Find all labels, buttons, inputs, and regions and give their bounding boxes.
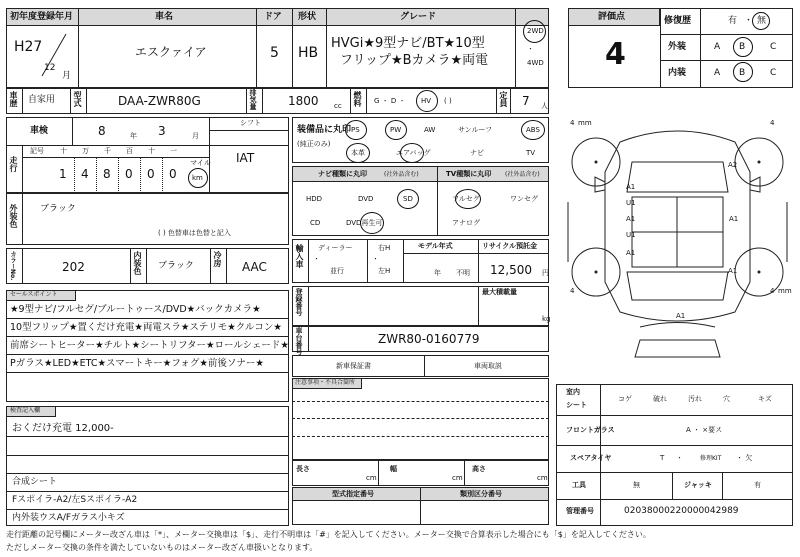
capacity-value: 7 <box>522 94 530 108</box>
seat-item-3: 穴 <box>723 395 730 403</box>
inspection-year: 8 <box>98 124 106 138</box>
equip-airbag: エアバッグ <box>396 149 431 157</box>
footer-line-1: 走行距離の記号欄にメーター改ざん車は「*」、メーター交換車は「$」、走行不明車は「#」を記入してください。メーター交換で合算表示した場合にも「$」を記入してください。 <box>6 530 651 539</box>
equipment-note: (純正のみ) <box>297 140 331 148</box>
mark-a1-4: A1 <box>626 249 636 257</box>
equip-aw: AW <box>424 126 436 134</box>
exterior-c: C <box>770 42 777 52</box>
mark-a1-6: A1 <box>676 312 686 320</box>
import-parallel: 並行 <box>330 267 344 275</box>
footer-line-2: ただしメーター交換の条件を満たしていないものはメーター改ざん車扱いとなります。 <box>6 543 318 552</box>
tire-rl: 4 <box>570 287 575 295</box>
jack-value: 有 <box>754 481 761 489</box>
tv-oneseg: ワンセグ <box>510 195 538 203</box>
notes-label: 注意事項・不具合箇所 <box>295 379 356 386</box>
displacement-label: 排気量 <box>249 89 257 110</box>
sales-line-4: Pガラス★LED★ETC★スマートキー★フォグ★前後ソナー★ <box>10 358 264 369</box>
equip-abs: ABS <box>526 126 540 134</box>
mileage-unit-1: 万 <box>82 147 89 155</box>
spare-dot: ・ <box>676 454 683 462</box>
navi-dvd: DVD <box>358 195 374 203</box>
windshield-value: A ・ ×要ス <box>686 426 723 434</box>
warranty-frame <box>292 355 549 377</box>
tools-value: 無 <box>633 481 640 489</box>
equip-sunroof: サンルーフ <box>458 126 493 134</box>
equip-navi: ナビ <box>470 149 484 157</box>
interior-c: C <box>770 68 777 78</box>
model-year-label: モデル年式 <box>418 242 453 250</box>
mileage-digit-2: 8 <box>103 167 111 181</box>
interior-color-value: ブラック <box>158 261 194 271</box>
usage-label: 車歴 <box>9 91 18 107</box>
drive-2wd: 2WD <box>527 27 544 35</box>
windshield-label: フロントガラス <box>566 426 615 434</box>
mark-a1-3: A1 <box>729 215 739 223</box>
navi-sd: SD <box>403 195 413 203</box>
mileage-label: 走行 <box>9 156 18 172</box>
interior-label: 内装 <box>668 68 687 78</box>
dims-frame <box>292 460 549 486</box>
score-label: 評価点 <box>598 12 626 22</box>
shape-label: 形状 <box>298 12 317 22</box>
seat-item-1: 破れ <box>653 395 667 403</box>
door-label: ドア <box>264 12 282 22</box>
mileage-digit-1: 4 <box>81 167 89 181</box>
exterior-label: 外装 <box>668 42 687 52</box>
exterior-color-frame <box>6 193 289 245</box>
sales-line-2: 10型フリップ★置くだけ充電★両電スラ★ステリモ★クルコン★ <box>10 322 282 333</box>
interior-color-label: 内装色 <box>133 251 142 275</box>
sales-line-1: ★9型ナビ/フルセグ/ブルートゥース/DVD★バックカメラ★ <box>10 304 261 315</box>
tv-analog: アナログ <box>452 219 480 227</box>
car-name: エスクァイア <box>135 45 207 59</box>
mark-u1-1: U1 <box>626 199 636 207</box>
max-load-unit: kg <box>542 315 551 323</box>
equip-pw: PW <box>390 126 402 134</box>
aircon-value: AAC <box>242 260 267 274</box>
tire-unit-fl: mm <box>578 119 592 127</box>
tire-fr: 4 <box>770 119 775 127</box>
notes-frame <box>292 378 549 460</box>
capacity-unit: 人 <box>541 102 548 110</box>
tv-fullseg: フルセグ <box>452 195 480 203</box>
usage-value: 自家用 <box>28 95 56 105</box>
mileage-digit-0: 1 <box>59 167 67 181</box>
sales-label: セールスポイント <box>10 291 58 298</box>
mileage-digit-4: 0 <box>147 167 155 181</box>
mile-label: マイル <box>190 159 211 167</box>
mark-a1-2: A1 <box>626 215 636 223</box>
mileage-unit-4: 十 <box>148 147 155 155</box>
tire-unit-rr: mm <box>778 287 792 295</box>
drive-dot: ・ <box>527 45 534 53</box>
navi-cd: CD <box>310 219 321 227</box>
width-label: 幅 <box>390 465 397 473</box>
max-load-label: 最大積載量 <box>482 288 517 296</box>
car-name-label: 車名 <box>155 12 174 22</box>
displacement-unit: cc <box>334 102 342 110</box>
displacement-value: 1800 <box>288 94 319 108</box>
inspection-month-unit: 月 <box>192 132 199 140</box>
repair-no: 無 <box>757 16 767 26</box>
chassis-label: 車台番号 <box>295 327 303 355</box>
model-label: 型式 <box>73 91 82 107</box>
seat-item-4: キズ <box>758 395 772 403</box>
spare-x: ・ 欠 <box>736 454 753 462</box>
mark-a1-5: A1 <box>728 267 738 275</box>
sales-line-3: 前席シートヒーター★チルト★シートリフター★ロールシェード★ <box>10 340 289 351</box>
manual-label: 車両取説 <box>474 362 502 370</box>
fuel-options: G ・ D ・ <box>374 97 406 105</box>
body-shape: HB <box>298 45 319 61</box>
exterior-a: A <box>714 42 721 52</box>
spare-kit: 修理KIT <box>700 455 722 462</box>
import-dealer: ディーラー <box>318 244 353 252</box>
mileage-divider <box>140 157 141 193</box>
navi-note: (社外品含む) <box>384 171 419 178</box>
mileage-unit-3: 百 <box>126 147 133 155</box>
shift-value: IAT <box>236 151 255 165</box>
mileage-divider <box>162 157 163 193</box>
tv-label: TV種類に丸印 <box>446 170 492 178</box>
exterior-color-note: ( ) 色替車は色替と記入 <box>158 229 231 237</box>
seat-item-0: コゲ <box>618 395 632 403</box>
mileage-record-label: 記号 <box>30 147 44 155</box>
equip-ps: PS <box>351 126 360 134</box>
chassis-value: ZWR80-0160779 <box>378 332 480 346</box>
exterior-b: B <box>739 42 746 52</box>
model-value: DAA-ZWR80G <box>118 94 201 108</box>
control-label: 管理番号 <box>566 507 594 515</box>
tv-note: (社外品含む) <box>505 171 540 178</box>
grade-line1: HVGi★9型ナビ/BT★10型 <box>331 36 485 51</box>
equip-tv: TV <box>526 149 536 157</box>
class-no-label: 類別区分番号 <box>460 490 502 498</box>
navi-label: ナビ種類に丸印 <box>318 170 367 178</box>
first-reg-label: 初年度登録年月 <box>10 12 74 22</box>
repair-dot: ・ <box>744 16 754 26</box>
fuel-hv: HV <box>421 97 432 105</box>
seat-item-2: 汚れ <box>688 395 702 403</box>
exterior-color-label: 外装色 <box>9 204 18 228</box>
inspection-year-unit: 年 <box>130 132 137 140</box>
seat-label-1: 室内 <box>566 388 580 396</box>
color-no-label: カラーNo. <box>9 251 16 281</box>
car-diagram <box>560 112 795 382</box>
capacity-label: 定員 <box>499 91 508 107</box>
seat-label-2: シート <box>566 401 587 409</box>
row2-frame <box>6 88 549 114</box>
mark-a2: A2 <box>728 161 738 169</box>
length-label: 長さ <box>296 465 310 473</box>
import-dot1: ・ <box>313 255 320 263</box>
aircon-label: 冷房 <box>213 251 222 267</box>
mileage-divider <box>74 157 75 193</box>
mileage-unit-2: 千 <box>104 147 111 155</box>
first-reg-year: H27 <box>14 39 43 55</box>
score-value: 4 <box>605 37 626 72</box>
mark-a1-1: A1 <box>626 183 636 191</box>
km-label: km <box>192 174 203 182</box>
import-left: 左H <box>378 267 391 275</box>
inspector-label: 検査記入欄 <box>10 407 41 414</box>
color-no-value: 202 <box>62 260 85 274</box>
mark-u1-2: U1 <box>626 231 636 239</box>
inspector-line-3: 合成シート <box>12 477 58 487</box>
interior-b: B <box>739 68 746 78</box>
fuel-label: 燃料 <box>353 91 362 107</box>
spare-t: T <box>660 454 665 462</box>
mileage-divider <box>96 157 97 193</box>
navi-dvdplay: DVD再生可 <box>346 219 383 227</box>
mileage-divider <box>118 157 119 193</box>
length-unit: cm <box>366 474 377 482</box>
recycle-value: 12,500 <box>490 263 532 277</box>
inspector-line-4: Fスポイラ-A2/左Sスポイラ-A2 <box>12 495 138 505</box>
exterior-color-value: ブラック <box>40 204 76 214</box>
repair-label: 修復歴 <box>664 16 692 26</box>
repair-yes: 有 <box>728 16 738 26</box>
height-unit: cm <box>537 474 548 482</box>
inspector-line-5: 内外装ウスA/Fガラス小キズ <box>12 513 125 523</box>
spare-label: スペアタイヤ <box>570 454 612 462</box>
warranty-label: 新車保証書 <box>336 362 371 370</box>
import-dot2: ・ <box>372 255 379 263</box>
tools-label: 工具 <box>572 481 586 489</box>
drive-4wd: 4WD <box>527 59 544 67</box>
import-right: 右H <box>378 244 391 252</box>
interior-a: A <box>714 68 721 78</box>
inspector-line-1: おくだけ充電 12,000- <box>12 423 114 434</box>
mileage-unit-0: 十 <box>60 147 67 155</box>
mileage-digit-3: 0 <box>125 167 133 181</box>
equipment-label: 装備品に丸印 <box>297 125 352 135</box>
first-reg-month-unit: 月 <box>62 71 72 81</box>
tire-fl: 4 <box>570 119 575 127</box>
fuel-paren: ( ) <box>444 97 452 105</box>
first-reg-month: 12 <box>44 63 56 73</box>
shift-label: シフト <box>240 119 261 127</box>
navi-hdd: HDD <box>306 195 323 203</box>
grade-line2: フリップ★Bカメラ★両電 <box>340 53 489 68</box>
import-label: 輸入車 <box>295 244 304 268</box>
door-count: 5 <box>270 45 279 61</box>
height-label: 高さ <box>472 465 486 473</box>
tire-rr: 4 <box>770 287 775 295</box>
recycle-label: リサイクル預託金 <box>482 242 538 250</box>
inspection-month: 3 <box>158 124 166 138</box>
type-no-label: 型式指定番号 <box>332 490 374 498</box>
mileage-unit-5: 一 <box>170 147 177 155</box>
recycle-unit: 円 <box>542 269 549 277</box>
grade-label: グレード <box>400 12 437 22</box>
mileage-digit-5: 0 <box>169 167 177 181</box>
reg-label: 登録番号 <box>295 288 303 316</box>
control-value: 02038000220000042989 <box>624 506 739 516</box>
model-year-unknown: 不明 <box>456 269 470 277</box>
jack-label: ジャッキ <box>684 481 712 489</box>
equip-leather: 本革 <box>351 149 365 157</box>
model-year-year: 年 <box>434 269 441 277</box>
inspection-label: 車検 <box>30 126 49 136</box>
width-unit: cm <box>452 474 463 482</box>
